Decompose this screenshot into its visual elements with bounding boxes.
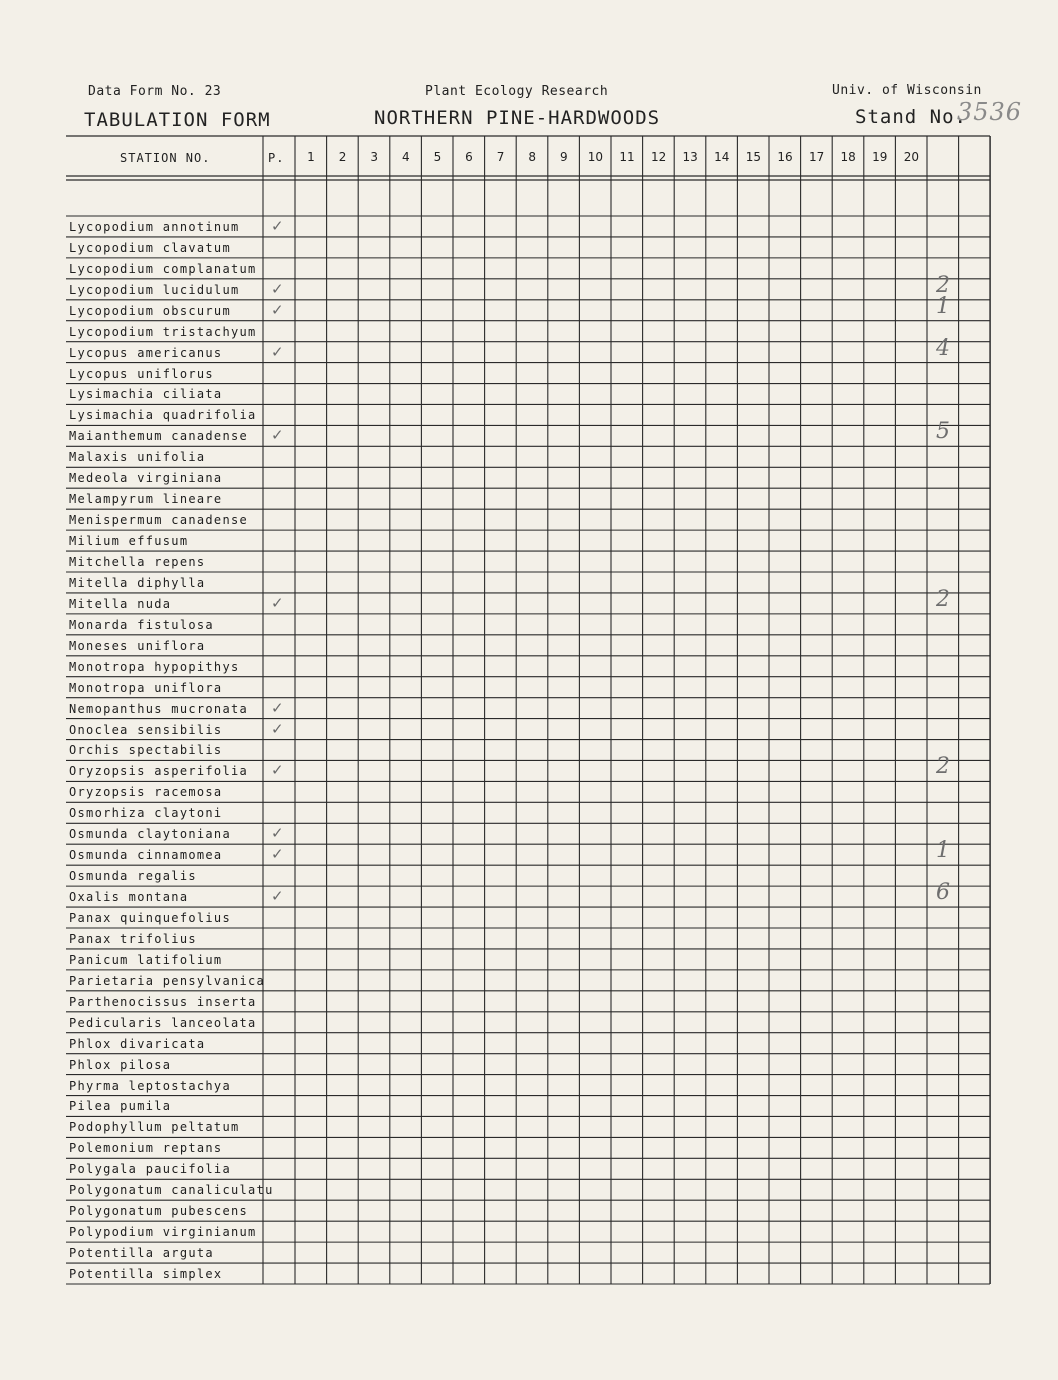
presence-check-mark: ✓: [271, 761, 284, 780]
handwritten-count: 6: [936, 880, 950, 906]
form-title: TABULATION FORM: [84, 109, 271, 131]
species-name: Panax trifolius: [69, 931, 197, 946]
form-subtitle: NORTHERN PINE-HARDWOODS: [374, 107, 661, 129]
species-name: Menispermum canadense: [69, 513, 249, 528]
handwritten-count: 1: [936, 293, 950, 319]
species-name: Mitchella repens: [69, 555, 206, 569]
presence-check-mark: ✓: [271, 698, 284, 717]
species-name: Lycopodium clavatum: [69, 240, 231, 255]
column-header-8: 8: [528, 150, 536, 164]
column-header-19: 19: [872, 150, 888, 164]
handwritten-count: 4: [936, 335, 950, 361]
species-name: Osmunda cinnamomea: [69, 848, 223, 863]
species-name: Polygonatum pubescens: [69, 1204, 249, 1219]
column-header-1: 1: [307, 150, 315, 164]
column-header-17: 17: [808, 150, 825, 164]
species-name: Phlox divaricata: [69, 1036, 206, 1051]
presence-check-mark: ✓: [271, 300, 284, 319]
species-name: Podophyllum peltatum: [69, 1120, 240, 1135]
species-name: Osmunda claytoniana: [69, 827, 231, 842]
species-name: Milium effusum: [69, 534, 189, 549]
presence-check-mark: ✓: [271, 342, 284, 361]
species-name: Monotropa hypopithys: [69, 659, 240, 674]
species-name: Orchis spectabilis: [69, 743, 223, 758]
form-number: Data Form No. 23: [88, 84, 222, 99]
species-name: Potentilla simplex: [69, 1267, 223, 1281]
presence-check-mark: ✓: [271, 887, 284, 906]
species-name: Parthenocissus inserta: [69, 994, 257, 1009]
species-name: Osmorhiza claytoni: [69, 806, 223, 821]
stand-label: Stand No.: [855, 106, 967, 128]
species-name: Parietaria pensylvanica: [69, 973, 266, 988]
species-name: Lycopodium annotinum: [69, 219, 240, 234]
presence-check-mark: ✓: [271, 279, 284, 298]
species-name: Lysimachia quadrifolia: [69, 408, 257, 423]
species-name: Polygala paucifolia: [69, 1162, 231, 1177]
species-name: Lycopodium complanatum: [69, 261, 257, 276]
species-name: Melampyrum lineare: [69, 492, 223, 507]
column-header-4: 4: [401, 150, 410, 164]
species-name: Panax quinquefolius: [69, 911, 231, 925]
species-name: Lycopodium tristachyum: [69, 324, 257, 339]
species-name: Lycopus americanus: [69, 345, 223, 360]
species-name: Malaxis unifolia: [69, 450, 206, 465]
research-heading: Plant Ecology Research: [425, 84, 609, 99]
species-name: Oxalis montana: [69, 890, 189, 905]
species-name: Phlox pilosa: [69, 1057, 172, 1072]
column-header-5: 5: [433, 150, 442, 164]
column-header-16: 16: [777, 150, 793, 164]
species-name: Polygonatum canaliculatu: [69, 1183, 274, 1198]
species-name: Pilea pumila: [69, 1099, 172, 1114]
species-name: Osmunda regalis: [69, 869, 197, 884]
species-name: Monotropa uniflora: [69, 680, 223, 695]
column-header-7: 7: [496, 150, 505, 164]
handwritten-count: 5: [936, 419, 950, 445]
column-header-11: 11: [619, 150, 635, 164]
column-header-13: 13: [682, 150, 698, 164]
species-name: Monarda fistulosa: [69, 617, 214, 632]
species-name: Lycopodium obscurum: [69, 303, 231, 318]
species-name: Nemopanthus mucronata: [69, 701, 249, 716]
column-header-3: 3: [370, 150, 378, 164]
column-header-15: 15: [745, 150, 762, 164]
column-header-6: 6: [465, 150, 473, 164]
species-name: Lycopus uniflorus: [69, 366, 214, 381]
handwritten-count: 1: [936, 838, 950, 864]
university-heading: Univ. of Wisconsin: [832, 83, 982, 98]
column-header-12: 12: [650, 150, 667, 164]
column-header-14: 14: [714, 150, 730, 164]
species-name: Medeola virginiana: [69, 471, 223, 486]
column-header-9: 9: [559, 150, 568, 164]
species-name: Mitella diphylla: [69, 575, 206, 590]
presence-check-mark: ✓: [271, 845, 284, 864]
species-name: Moneses uniflora: [69, 638, 206, 653]
species-name: Oryzopsis racemosa: [69, 785, 223, 800]
species-name: Pedicularis lanceolata: [69, 1015, 257, 1030]
species-name: Mitella nuda: [69, 596, 172, 611]
species-name: Lycopodium lucidulum: [69, 282, 240, 297]
species-name: Panicum latifolium: [69, 952, 223, 967]
species-name: Onoclea sensibilis: [69, 722, 223, 737]
presence-header: P.: [268, 151, 285, 165]
handwritten-count: 2: [936, 272, 950, 298]
presence-check-mark: ✓: [271, 593, 284, 612]
species-name: Lysimachia ciliata: [69, 387, 223, 402]
species-name: Maianthemum canadense: [69, 429, 249, 444]
species-name: Polemonium reptans: [69, 1141, 223, 1156]
handwritten-count: 2: [936, 754, 950, 780]
station-no-header: STATION NO.: [120, 151, 211, 165]
column-header-10: 10: [587, 150, 604, 164]
presence-check-mark: ✓: [271, 824, 284, 843]
column-header-2: 2: [338, 150, 347, 164]
presence-check-mark: ✓: [271, 216, 284, 235]
presence-check-mark: ✓: [271, 426, 284, 445]
species-name: Phyrma leptostachya: [69, 1078, 231, 1093]
column-header-20: 20: [903, 150, 920, 164]
handwritten-count: 2: [936, 586, 950, 612]
species-name: Polypodium virginianum: [69, 1225, 257, 1240]
stand-number-handwritten: 3536: [957, 98, 1023, 126]
species-name: Potentilla arguta: [69, 1246, 214, 1261]
species-name: Oryzopsis asperifolia: [69, 764, 249, 779]
column-header-18: 18: [840, 150, 856, 164]
presence-check-mark: ✓: [271, 719, 284, 738]
